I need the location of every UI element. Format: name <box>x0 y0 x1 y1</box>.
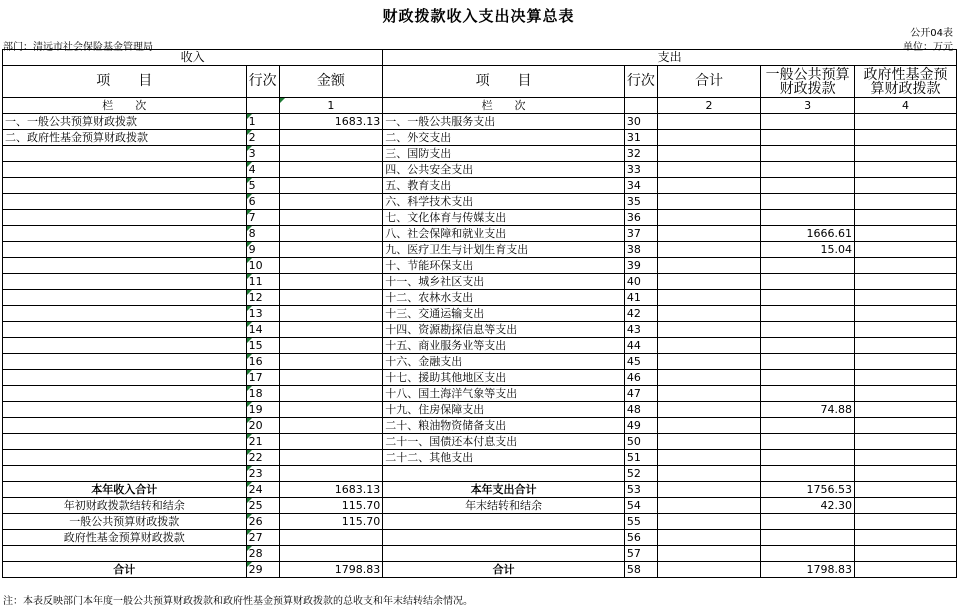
expense-line-no-cell: 40 <box>624 274 657 290</box>
income-amount-cell <box>279 418 383 434</box>
income-line-no-cell: 7 <box>246 210 279 226</box>
income-item-cell <box>3 450 247 466</box>
expense-total-cell <box>657 210 760 226</box>
income-amount-cell <box>279 354 383 370</box>
table-row <box>3 450 957 466</box>
gov-fund-cell <box>855 194 957 210</box>
expense-item-cell: 十六、金融支出 <box>383 354 625 370</box>
income-item-cell <box>3 434 247 450</box>
expense-line-no-cell: 50 <box>624 434 657 450</box>
table-row <box>3 562 957 578</box>
income-line-no-cell: 4 <box>246 162 279 178</box>
income-line-no-cell: 25 <box>246 498 279 514</box>
expense-line-no-cell: 44 <box>624 338 657 354</box>
income-line-no-cell: 21 <box>246 434 279 450</box>
general-budget-cell <box>761 130 855 146</box>
income-line-no-cell: 18 <box>246 386 279 402</box>
general-budget-cell: 1756.53 <box>761 482 855 498</box>
expense-line-no-cell: 30 <box>624 114 657 130</box>
gov-fund-cell <box>855 306 957 322</box>
income-amount-cell <box>279 322 383 338</box>
budget-table <box>2 49 957 578</box>
income-line-no-cell: 26 <box>246 514 279 530</box>
income-line-no-cell: 2 <box>246 130 279 146</box>
table-row <box>3 338 957 354</box>
col-1-label: 1 <box>279 98 383 114</box>
income-line-no-cell: 10 <box>246 258 279 274</box>
table-row <box>3 354 957 370</box>
expense-line-no-cell: 47 <box>624 386 657 402</box>
report-title: 财政拨款收入支出决算总表 <box>382 7 575 25</box>
table-row <box>3 546 957 562</box>
expense-total-cell <box>657 306 760 322</box>
expense-line-no-header: 行次 <box>624 66 657 98</box>
general-budget-cell: 74.88 <box>761 402 855 418</box>
expense-line-no-cell: 55 <box>624 514 657 530</box>
income-amount-cell <box>279 450 383 466</box>
income-line-no-cell: 9 <box>246 242 279 258</box>
expense-item-cell: 五、教育支出 <box>383 178 625 194</box>
expense-item-cell: 本年支出合计 <box>383 482 625 498</box>
income-amount-cell <box>279 466 383 482</box>
expense-line-no-cell: 39 <box>624 258 657 274</box>
income-item-cell <box>3 194 247 210</box>
income-amount-cell <box>279 226 383 242</box>
income-line-no-cell: 28 <box>246 546 279 562</box>
income-line-no-cell: 16 <box>246 354 279 370</box>
income-line-no-cell: 8 <box>246 226 279 242</box>
gov-fund-cell <box>855 162 957 178</box>
expense-item-cell: 十二、农林水支出 <box>383 290 625 306</box>
general-budget-cell <box>761 194 855 210</box>
income-item-cell <box>3 258 247 274</box>
income-amount-cell <box>279 210 383 226</box>
expense-line-no-cell: 37 <box>624 226 657 242</box>
expense-line-no-cell: 53 <box>624 482 657 498</box>
gov-fund-cell <box>855 322 957 338</box>
income-item-cell <box>3 354 247 370</box>
expense-total-cell <box>657 482 760 498</box>
expense-item-cell: 十四、资源勘探信息等支出 <box>383 322 625 338</box>
income-item-cell <box>3 162 247 178</box>
gov-fund-cell <box>855 226 957 242</box>
expense-line-no-cell: 41 <box>624 290 657 306</box>
expense-item-cell: 十五、商业服务业等支出 <box>383 338 625 354</box>
income-item-cell <box>3 402 247 418</box>
table-row <box>3 274 957 290</box>
income-amount-cell <box>279 242 383 258</box>
expense-total-cell <box>657 338 760 354</box>
general-budget-cell <box>761 386 855 402</box>
general-budget-cell: 1798.83 <box>761 562 855 578</box>
expense-item-cell: 八、社会保障和就业支出 <box>383 226 625 242</box>
general-budget-header: 一般公共预算财政拨款 <box>761 66 855 98</box>
expense-total-cell <box>657 274 760 290</box>
table-row <box>3 434 957 450</box>
expense-item-cell: 六、科学技术支出 <box>383 194 625 210</box>
gov-fund-header: 政府性基金预算财政拨款 <box>855 66 957 98</box>
expense-item-cell <box>383 466 625 482</box>
income-item-cell: 合计 <box>3 562 247 578</box>
expense-total-cell <box>657 450 760 466</box>
expense-line-no-cell: 45 <box>624 354 657 370</box>
general-budget-cell <box>761 466 855 482</box>
expense-item-cell: 十、节能环保支出 <box>383 258 625 274</box>
income-item-cell <box>3 306 247 322</box>
expense-col-label: 栏 次 <box>383 98 625 114</box>
expense-line-no-cell: 54 <box>624 498 657 514</box>
income-amount-cell <box>279 306 383 322</box>
general-budget-cell: 1666.61 <box>761 226 855 242</box>
expense-line-no-cell: 49 <box>624 418 657 434</box>
expense-total-cell <box>657 114 760 130</box>
expense-total-cell <box>657 322 760 338</box>
general-budget-cell <box>761 322 855 338</box>
expense-total-header: 合计 <box>657 66 760 98</box>
income-line-no-cell: 3 <box>246 146 279 162</box>
income-amount-cell: 1798.83 <box>279 562 383 578</box>
expense-total-cell <box>657 514 760 530</box>
gov-fund-cell <box>855 562 957 578</box>
gov-fund-cell <box>855 386 957 402</box>
expense-total-cell <box>657 370 760 386</box>
expense-item-cell: 三、国防支出 <box>383 146 625 162</box>
department-label: 部门：清远市社会保险基金管理局 <box>3 42 153 53</box>
expense-total-cell <box>657 418 760 434</box>
gov-fund-cell <box>855 242 957 258</box>
expense-line-no-cell: 58 <box>624 562 657 578</box>
expense-item-header: 项 目 <box>383 66 625 98</box>
income-line-no-cell: 20 <box>246 418 279 434</box>
expense-item-cell: 一、一般公共服务支出 <box>383 114 625 130</box>
expense-item-cell: 十三、交通运输支出 <box>383 306 625 322</box>
expense-item-cell: 十七、援助其他地区支出 <box>383 370 625 386</box>
income-line-no-cell: 24 <box>246 482 279 498</box>
expense-total-cell <box>657 162 760 178</box>
table-row <box>3 402 957 418</box>
table-row <box>3 530 957 546</box>
expense-line-no-cell: 31 <box>624 130 657 146</box>
income-item-cell: 年初财政拨款结转和结余 <box>3 498 247 514</box>
income-amount-cell <box>279 162 383 178</box>
expense-item-cell: 十八、国土海洋气象等支出 <box>383 386 625 402</box>
expense-total-cell <box>657 242 760 258</box>
expense-total-cell <box>657 498 760 514</box>
expense-line-no-cell: 35 <box>624 194 657 210</box>
footer-note: 注：本表反映部门本年度一般公共预算财政拨款和政府性基金预算财政拨款的总收支和年末结转结余情况。 <box>3 596 473 607</box>
general-budget-cell <box>761 274 855 290</box>
gov-fund-cell <box>855 498 957 514</box>
expense-item-cell <box>383 514 625 530</box>
income-amount-cell <box>279 290 383 306</box>
income-amount-cell <box>279 130 383 146</box>
table-row <box>3 514 957 530</box>
expense-total-cell <box>657 194 760 210</box>
general-budget-cell <box>761 210 855 226</box>
expense-total-cell <box>657 354 760 370</box>
income-item-cell: 二、政府性基金预算财政拨款 <box>3 130 247 146</box>
general-budget-cell: 15.04 <box>761 242 855 258</box>
expense-line-no-cell: 51 <box>624 450 657 466</box>
expense-item-cell: 合计 <box>383 562 625 578</box>
income-amount-cell <box>279 386 383 402</box>
expense-item-cell: 四、公共安全支出 <box>383 162 625 178</box>
income-item-cell <box>3 210 247 226</box>
income-amount-cell <box>279 194 383 210</box>
general-budget-cell <box>761 338 855 354</box>
income-amount-cell: 115.70 <box>279 514 383 530</box>
table-row <box>3 418 957 434</box>
income-amount-cell <box>279 338 383 354</box>
income-item-cell: 一般公共预算财政拨款 <box>3 514 247 530</box>
table-row <box>3 482 957 498</box>
unit-label: 单位：万元 <box>903 42 953 53</box>
income-item-cell <box>3 338 247 354</box>
general-budget-cell <box>761 178 855 194</box>
expense-total-cell <box>657 178 760 194</box>
income-amount-cell <box>279 402 383 418</box>
expense-total-cell <box>657 146 760 162</box>
table-row <box>3 290 957 306</box>
income-amount-cell <box>279 146 383 162</box>
expense-line-no-cell: 42 <box>624 306 657 322</box>
income-line-no-cell: 17 <box>246 370 279 386</box>
income-line-no-cell: 19 <box>246 402 279 418</box>
gov-fund-cell <box>855 530 957 546</box>
gov-fund-cell <box>855 450 957 466</box>
gov-fund-cell <box>855 258 957 274</box>
table-row <box>3 130 957 146</box>
income-amount-cell: 1683.13 <box>279 482 383 498</box>
expense-total-cell <box>657 258 760 274</box>
expense-line-no-cell: 48 <box>624 402 657 418</box>
general-budget-cell <box>761 354 855 370</box>
income-amount-cell <box>279 546 383 562</box>
gov-fund-cell <box>855 514 957 530</box>
income-line-no-cell: 15 <box>246 338 279 354</box>
expense-item-cell: 七、文化体育与传媒支出 <box>383 210 625 226</box>
gov-fund-cell <box>855 482 957 498</box>
gov-fund-cell <box>855 466 957 482</box>
income-amount-header: 金额 <box>279 66 383 98</box>
table-row <box>3 370 957 386</box>
income-item-cell: 一、一般公共预算财政拨款 <box>3 114 247 130</box>
income-line-no-cell: 29 <box>246 562 279 578</box>
general-budget-cell <box>761 146 855 162</box>
expense-line-no-cell: 52 <box>624 466 657 482</box>
general-budget-cell <box>761 114 855 130</box>
income-item-cell <box>3 178 247 194</box>
income-line-no-cell: 5 <box>246 178 279 194</box>
income-line-no-cell: 6 <box>246 194 279 210</box>
expense-item-cell: 九、医疗卫生与计划生育支出 <box>383 242 625 258</box>
gov-fund-cell <box>855 338 957 354</box>
expense-item-cell: 二、外交支出 <box>383 130 625 146</box>
income-line-no-cell: 14 <box>246 322 279 338</box>
income-item-cell <box>3 274 247 290</box>
income-line-no-cell: 23 <box>246 466 279 482</box>
income-header: 收入 <box>3 50 383 66</box>
table-row <box>3 210 957 226</box>
expense-total-cell <box>657 562 760 578</box>
income-amount-cell: 115.70 <box>279 498 383 514</box>
income-amount-cell <box>279 258 383 274</box>
income-item-cell <box>3 546 247 562</box>
income-item-cell <box>3 418 247 434</box>
gov-fund-cell <box>855 546 957 562</box>
income-amount-cell <box>279 178 383 194</box>
col-2-label: 2 <box>657 98 760 114</box>
col-3-label: 3 <box>761 98 855 114</box>
income-item-cell <box>3 226 247 242</box>
income-item-cell <box>3 290 247 306</box>
general-budget-cell <box>761 258 855 274</box>
form-number: 公开04表 <box>910 28 953 39</box>
expense-line-no-cell: 38 <box>624 242 657 258</box>
expense-total-cell <box>657 386 760 402</box>
table-row <box>3 498 957 514</box>
gov-fund-cell <box>855 354 957 370</box>
income-item-header: 项 目 <box>3 66 247 98</box>
income-line-no-cell: 12 <box>246 290 279 306</box>
income-line-no-cell: 13 <box>246 306 279 322</box>
expense-total-cell <box>657 434 760 450</box>
income-amount-cell <box>279 530 383 546</box>
table-row <box>3 146 957 162</box>
expense-line-no-cell: 46 <box>624 370 657 386</box>
income-item-cell <box>3 370 247 386</box>
income-col-no-blank <box>246 98 279 114</box>
expense-total-cell <box>657 530 760 546</box>
table-row <box>3 178 957 194</box>
expense-total-cell <box>657 546 760 562</box>
income-line-no-header: 行次 <box>246 66 279 98</box>
gov-fund-cell <box>855 418 957 434</box>
general-budget-cell <box>761 450 855 466</box>
general-budget-cell <box>761 370 855 386</box>
general-budget-cell <box>761 514 855 530</box>
general-budget-cell <box>761 162 855 178</box>
general-budget-cell <box>761 290 855 306</box>
table-row <box>3 114 957 130</box>
expense-line-no-cell: 36 <box>624 210 657 226</box>
gov-fund-cell <box>855 370 957 386</box>
general-budget-cell <box>761 418 855 434</box>
income-line-no-cell: 27 <box>246 530 279 546</box>
table-row <box>3 386 957 402</box>
expense-line-no-cell: 57 <box>624 546 657 562</box>
expense-item-cell: 二十二、其他支出 <box>383 450 625 466</box>
income-item-cell <box>3 322 247 338</box>
income-line-no-cell: 22 <box>246 450 279 466</box>
expense-line-no-cell: 33 <box>624 162 657 178</box>
general-budget-cell <box>761 434 855 450</box>
expense-item-cell <box>383 546 625 562</box>
expense-item-cell <box>383 530 625 546</box>
expense-item-cell: 二十一、国债还本付息支出 <box>383 434 625 450</box>
gov-fund-cell <box>855 434 957 450</box>
income-item-cell: 本年收入合计 <box>3 482 247 498</box>
table-row <box>3 242 957 258</box>
general-budget-cell <box>761 306 855 322</box>
income-amount-cell <box>279 370 383 386</box>
expense-line-no-cell: 43 <box>624 322 657 338</box>
expense-item-cell: 十一、城乡社区支出 <box>383 274 625 290</box>
expense-item-cell: 年末结转和结余 <box>383 498 625 514</box>
income-item-cell: 政府性基金预算财政拨款 <box>3 530 247 546</box>
gov-fund-cell <box>855 210 957 226</box>
income-item-cell <box>3 242 247 258</box>
income-col-label: 栏 次 <box>3 98 247 114</box>
gov-fund-cell <box>855 114 957 130</box>
income-amount-cell <box>279 274 383 290</box>
table-row <box>3 194 957 210</box>
table-row <box>3 258 957 274</box>
expense-item-cell: 十九、住房保障支出 <box>383 402 625 418</box>
income-line-no-cell: 11 <box>246 274 279 290</box>
table-row <box>3 226 957 242</box>
income-item-cell <box>3 146 247 162</box>
expense-total-cell <box>657 130 760 146</box>
gov-fund-cell <box>855 274 957 290</box>
gov-fund-cell <box>855 290 957 306</box>
income-item-cell <box>3 386 247 402</box>
income-amount-cell: 1683.13 <box>279 114 383 130</box>
table-row <box>3 306 957 322</box>
income-item-cell <box>3 466 247 482</box>
expense-total-cell <box>657 402 760 418</box>
general-budget-cell <box>761 546 855 562</box>
gov-fund-cell <box>855 146 957 162</box>
table-row <box>3 466 957 482</box>
table-row <box>3 162 957 178</box>
gov-fund-cell <box>855 178 957 194</box>
gov-fund-cell <box>855 130 957 146</box>
expense-item-cell: 二十、粮油物资储备支出 <box>383 418 625 434</box>
expense-line-no-cell: 56 <box>624 530 657 546</box>
expense-total-cell <box>657 226 760 242</box>
general-budget-cell <box>761 530 855 546</box>
income-line-no-cell: 1 <box>246 114 279 130</box>
income-amount-cell <box>279 434 383 450</box>
expense-line-no-cell: 34 <box>624 178 657 194</box>
expense-line-no-cell: 32 <box>624 146 657 162</box>
table-row <box>3 322 957 338</box>
expense-total-cell <box>657 290 760 306</box>
gov-fund-cell <box>855 402 957 418</box>
col-4-label: 4 <box>855 98 957 114</box>
expense-col-no-blank <box>624 98 657 114</box>
expense-total-cell <box>657 466 760 482</box>
general-budget-cell: 42.30 <box>761 498 855 514</box>
expense-header: 支出 <box>383 50 957 66</box>
